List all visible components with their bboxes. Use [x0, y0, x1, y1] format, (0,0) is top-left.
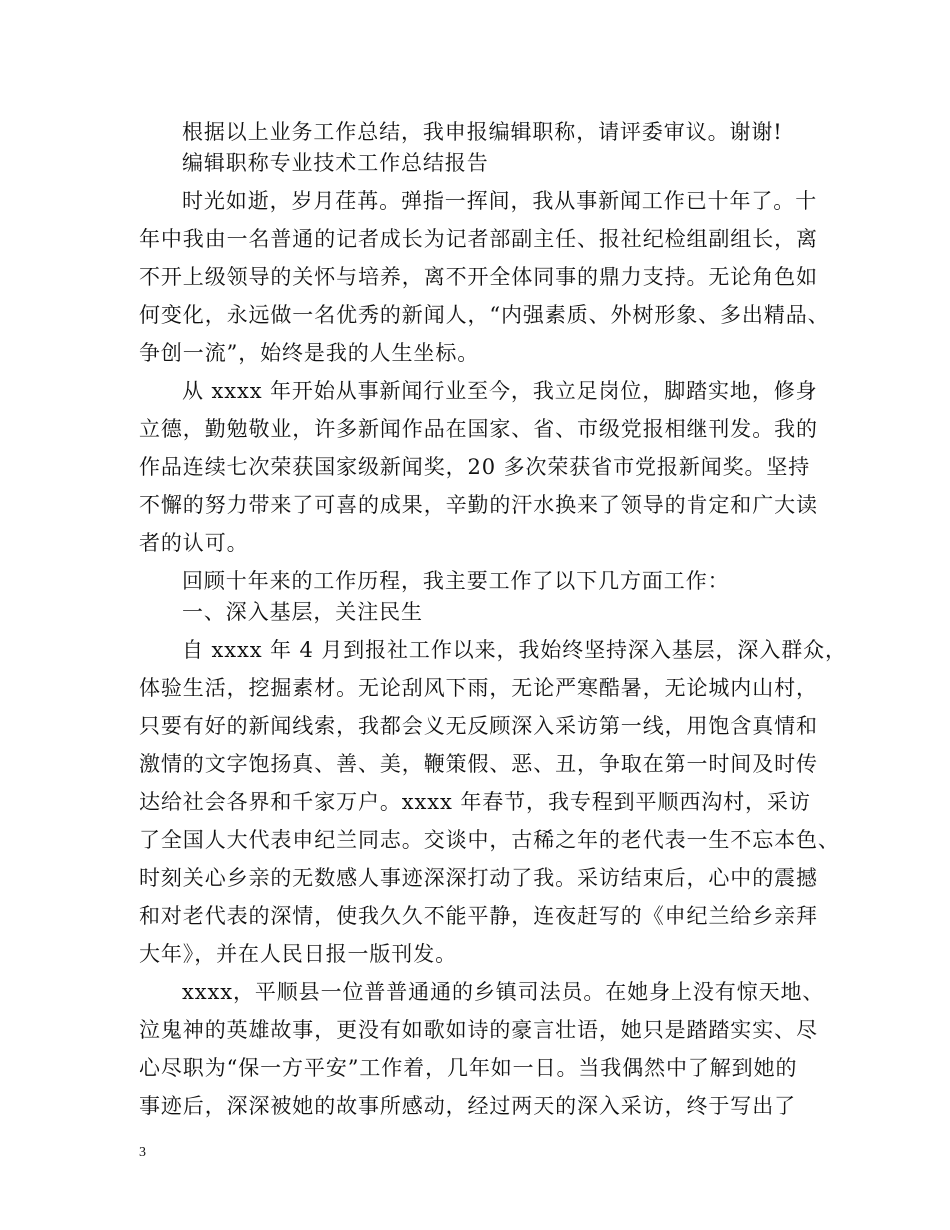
text-line: xxxx，平顺县一位普普通通的乡镇司法员。在她身上没有惊天地、: [182, 980, 825, 1004]
text-line: 泣鬼神的英雄故事，更没有如歌如诗的豪言壮语，她只是踏踏实实、尽: [139, 1018, 818, 1042]
section-heading: 编辑职称专业技术工作总结报告: [182, 151, 489, 175]
text-line: 自 xxxx 年 4 月到报社工作以来，我始终坚持深入基层，深入群众，: [182, 638, 847, 662]
section-heading: 一、深入基层，关注民生: [182, 600, 423, 624]
text-line: 事迹后，深深被她的故事所感动，经过两天的深入采访，终于写出了: [139, 1094, 796, 1118]
text-line: 根据以上业务工作总结，我申报编辑职称，请评委审议。谢谢!: [182, 120, 783, 144]
text-line: 立德，勤勉敬业，许多新闻作品在国家、省、市级党报相继刊发。我的: [139, 417, 818, 441]
text-line: 不开上级领导的关怀与培养，离不开全体同事的鼎力支持。无论角色如: [139, 265, 818, 289]
text-line: 何变化，永远做一名优秀的新闻人，“内强素质、外树形象、多出精品、: [139, 303, 830, 327]
text-line: 大年》，并在人民日报一版刊发。: [139, 942, 457, 966]
text-line: 回顾十年来的工作历程，我主要工作了以下几方面工作：: [182, 569, 730, 593]
text-line: 年中我由一名普通的记者成长为记者部副主任、报社纪检组副组长，离: [139, 227, 818, 251]
text-line: 作品连续七次荣获国家级新闻奖，20 多次荣获省市党报新闻奖。坚持: [139, 455, 811, 479]
text-line: 争创一流”，始终是我的人生坐标。: [139, 341, 480, 365]
text-line: 体验生活，挖掘素材。无论刮风下雨，无论严寒酷暑，无论城内山村，: [139, 676, 818, 700]
text-line: 激情的文字饱扬真、善、美，鞭策假、恶、丑，争取在第一时间及时传: [139, 752, 818, 776]
text-line: 从 xxxx 年开始从事新闻行业至今，我立足岗位，脚踏实地，修身: [182, 379, 818, 403]
text-line: 者的认可。: [139, 531, 249, 555]
page-number: 3: [139, 1145, 146, 1160]
document-body: [139, 117, 847, 1122]
text-line: 时刻关心乡亲的无数感人事迹深深打动了我。采访结束后，心中的震撼: [139, 866, 818, 890]
text-line: 了全国人大代表申纪兰同志。交谈中，古稀之年的老代表一生不忘本色、: [139, 828, 840, 852]
text-line: 和对老代表的深情，使我久久不能平静，连夜赶写的《申纪兰给乡亲拜: [139, 904, 818, 928]
text-line: 只要有好的新闻线索，我都会义无反顾深入采访第一线，用饱含真情和: [139, 714, 818, 738]
text-line: 心尽职为“保一方平安”工作着，几年如一日。当我偶然中了解到她的: [139, 1056, 798, 1080]
text-line: 不懈的努力带来了可喜的成果，辛勤的汗水换来了领导的肯定和广大读: [139, 493, 818, 517]
text-line: 达给社会各界和千家万户。xxxx 年春节，我专程到平顺西沟村，采访: [139, 790, 811, 814]
text-line: 时光如逝，岁月荏苒。弹指一挥间，我从事新闻工作已十年了。十: [182, 189, 818, 213]
